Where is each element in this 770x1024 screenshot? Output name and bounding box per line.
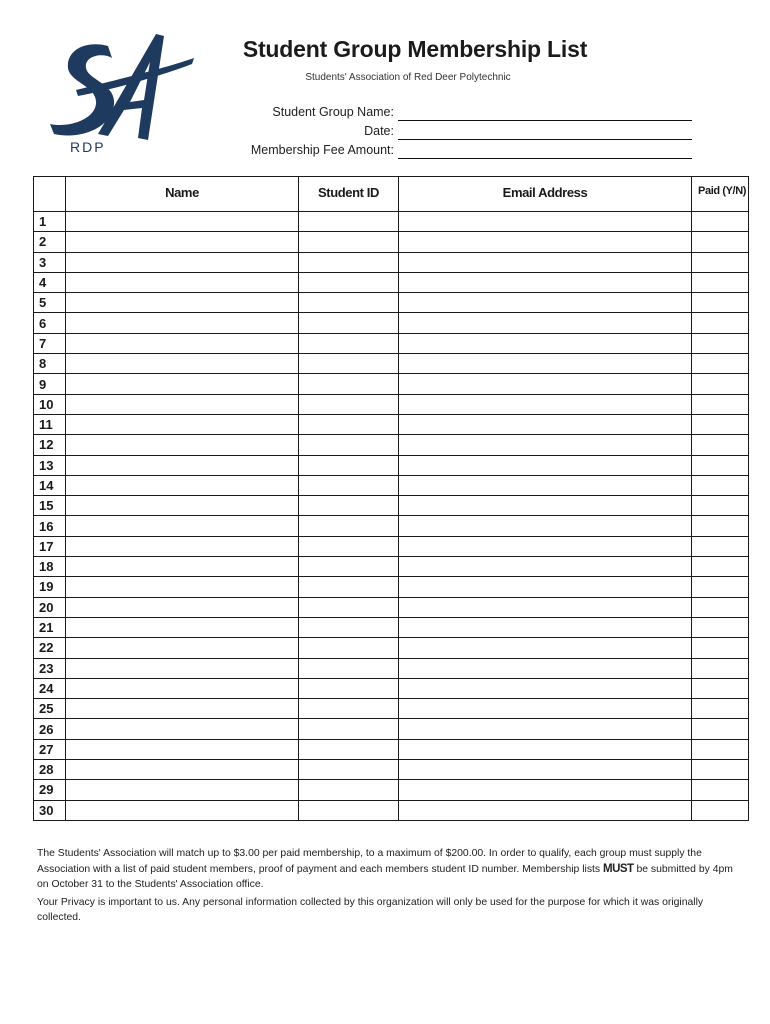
name-cell[interactable] (66, 638, 299, 658)
student-id-cell[interactable] (299, 699, 399, 719)
paid-cell[interactable] (692, 354, 749, 374)
row-number: 15 (34, 496, 66, 516)
row-number: 20 (34, 597, 66, 617)
student-id-cell[interactable] (299, 212, 399, 232)
row-number: 13 (34, 455, 66, 475)
fee-amount-line[interactable] (398, 158, 692, 159)
row-number: 17 (34, 536, 66, 556)
column-header-name: Name (66, 177, 299, 212)
paid-cell[interactable] (692, 577, 749, 597)
student-id-cell[interactable] (299, 455, 399, 475)
student-id-cell[interactable] (299, 313, 399, 333)
student-id-cell[interactable] (299, 354, 399, 374)
row-number: 21 (34, 617, 66, 637)
student-id-cell[interactable] (299, 414, 399, 434)
table-row (34, 414, 749, 434)
student-id-cell[interactable] (299, 617, 399, 637)
table-row (34, 455, 749, 475)
email-cell[interactable] (399, 252, 692, 272)
row-number: 6 (34, 313, 66, 333)
name-cell[interactable] (66, 252, 299, 272)
name-cell[interactable] (66, 496, 299, 516)
email-cell[interactable] (399, 577, 692, 597)
row-number: 3 (34, 252, 66, 272)
name-cell[interactable] (66, 536, 299, 556)
paid-cell[interactable] (692, 272, 749, 292)
student-id-cell[interactable] (299, 496, 399, 516)
group-name-field (0, 105, 770, 125)
email-cell[interactable] (399, 313, 692, 333)
name-cell[interactable] (66, 354, 299, 374)
table-row (34, 232, 749, 252)
table-row (34, 557, 749, 577)
paid-cell[interactable] (692, 719, 749, 739)
student-id-cell[interactable] (299, 719, 399, 739)
paid-cell[interactable] (692, 780, 749, 800)
paid-cell[interactable] (692, 414, 749, 434)
email-cell[interactable] (399, 780, 692, 800)
paid-cell[interactable] (692, 212, 749, 232)
email-cell[interactable] (399, 293, 692, 313)
table-row (34, 719, 749, 739)
table-row (34, 597, 749, 617)
group-name-label: Student Group Name: (272, 105, 394, 119)
student-id-cell[interactable] (299, 293, 399, 313)
paid-cell[interactable] (692, 658, 749, 678)
student-id-cell[interactable] (299, 252, 399, 272)
email-cell[interactable] (399, 516, 692, 536)
notes-section (37, 846, 743, 928)
table-row (34, 780, 749, 800)
row-number: 2 (34, 232, 66, 252)
name-cell[interactable] (66, 577, 299, 597)
email-cell[interactable] (399, 394, 692, 414)
email-cell[interactable] (399, 597, 692, 617)
name-cell[interactable] (66, 516, 299, 536)
row-number: 12 (34, 435, 66, 455)
name-cell[interactable] (66, 617, 299, 637)
privacy-note: Your Privacy is important to us. Any personal information collected by this organization will only be used for the purpose for which it was originally collected. (37, 896, 704, 923)
row-number: 27 (34, 739, 66, 759)
table-row (34, 658, 749, 678)
row-number: 7 (34, 333, 66, 353)
table-row (34, 496, 749, 516)
paid-cell[interactable] (692, 536, 749, 556)
paid-cell[interactable] (692, 252, 749, 272)
paid-cell[interactable] (692, 293, 749, 313)
row-number: 4 (34, 272, 66, 292)
paid-cell[interactable] (692, 800, 749, 820)
must-emphasis: MUST (602, 862, 634, 875)
name-cell[interactable] (66, 414, 299, 434)
table-row (34, 699, 749, 719)
table-row (34, 577, 749, 597)
email-cell[interactable] (399, 739, 692, 759)
name-cell[interactable] (66, 557, 299, 577)
email-cell[interactable] (399, 760, 692, 780)
paid-cell[interactable] (692, 739, 749, 759)
table-row (34, 638, 749, 658)
name-cell[interactable] (66, 435, 299, 455)
paid-cell[interactable] (692, 760, 749, 780)
name-cell[interactable] (66, 293, 299, 313)
paid-cell[interactable] (692, 333, 749, 353)
matching-note (37, 846, 743, 893)
row-number: 8 (34, 354, 66, 374)
table-row (34, 333, 749, 353)
student-id-cell[interactable] (299, 374, 399, 394)
student-id-cell[interactable] (299, 333, 399, 353)
name-cell[interactable] (66, 760, 299, 780)
name-cell[interactable] (66, 699, 299, 719)
name-cell[interactable] (66, 678, 299, 698)
column-header-paid: Paid (Y/N) (692, 177, 749, 212)
email-cell[interactable] (399, 374, 692, 394)
email-cell[interactable] (399, 272, 692, 292)
paid-cell[interactable] (692, 475, 749, 495)
email-cell[interactable] (399, 699, 692, 719)
table-row (34, 354, 749, 374)
paid-cell[interactable] (692, 394, 749, 414)
paid-cell[interactable] (692, 435, 749, 455)
email-cell[interactable] (399, 455, 692, 475)
student-id-cell[interactable] (299, 760, 399, 780)
email-cell[interactable] (399, 232, 692, 252)
membership-table (33, 176, 749, 821)
paid-cell[interactable] (692, 496, 749, 516)
student-id-cell[interactable] (299, 232, 399, 252)
table-row (34, 760, 749, 780)
table-row (34, 678, 749, 698)
fee-amount-label: Membership Fee Amount: (250, 143, 394, 157)
paid-cell[interactable] (692, 557, 749, 577)
name-cell[interactable] (66, 739, 299, 759)
paid-cell[interactable] (692, 516, 749, 536)
name-cell[interactable] (66, 232, 299, 252)
table-row (34, 617, 749, 637)
table-row (34, 293, 749, 313)
paid-cell[interactable] (692, 638, 749, 658)
student-id-cell[interactable] (299, 800, 399, 820)
email-cell[interactable] (399, 638, 692, 658)
name-cell[interactable] (66, 800, 299, 820)
paid-cell[interactable] (692, 232, 749, 252)
row-number: 19 (34, 577, 66, 597)
name-cell[interactable] (66, 313, 299, 333)
student-id-cell[interactable] (299, 394, 399, 414)
row-number: 25 (34, 699, 66, 719)
date-line[interactable] (398, 139, 692, 140)
row-number: 24 (34, 678, 66, 698)
student-id-cell[interactable] (299, 435, 399, 455)
row-number: 16 (34, 516, 66, 536)
email-cell[interactable] (399, 496, 692, 516)
row-number: 22 (34, 638, 66, 658)
logo-rdp-text: RDP (70, 139, 106, 155)
table-row (34, 536, 749, 556)
table-row (34, 313, 749, 333)
table-row (34, 212, 749, 232)
row-number: 14 (34, 475, 66, 495)
table-row (34, 739, 749, 759)
column-header-email: Email Address (399, 177, 692, 212)
student-id-cell[interactable] (299, 536, 399, 556)
email-cell[interactable] (399, 719, 692, 739)
column-header-student-id: Student ID (299, 177, 399, 212)
table-header-row (34, 177, 749, 212)
table-row (34, 394, 749, 414)
row-number: 9 (34, 374, 66, 394)
student-id-cell[interactable] (299, 739, 399, 759)
page-title: Student Group Membership List (242, 36, 588, 62)
table-body (34, 212, 749, 821)
paid-cell[interactable] (692, 597, 749, 617)
paid-cell[interactable] (692, 617, 749, 637)
paid-cell[interactable] (692, 699, 749, 719)
table-row (34, 516, 749, 536)
column-header-number (34, 177, 66, 212)
name-cell[interactable] (66, 719, 299, 739)
email-cell[interactable] (399, 435, 692, 455)
name-cell[interactable] (66, 394, 299, 414)
email-cell[interactable] (399, 557, 692, 577)
student-id-cell[interactable] (299, 658, 399, 678)
name-cell[interactable] (66, 333, 299, 353)
student-id-cell[interactable] (299, 272, 399, 292)
table-row (34, 272, 749, 292)
row-number: 11 (34, 414, 66, 434)
student-id-cell[interactable] (299, 597, 399, 617)
email-cell[interactable] (399, 354, 692, 374)
email-cell[interactable] (399, 212, 692, 232)
paid-cell[interactable] (692, 374, 749, 394)
email-cell[interactable] (399, 678, 692, 698)
row-number: 30 (34, 800, 66, 820)
row-number: 28 (34, 760, 66, 780)
name-cell[interactable] (66, 272, 299, 292)
paid-cell[interactable] (692, 313, 749, 333)
table-row (34, 374, 749, 394)
name-cell[interactable] (66, 780, 299, 800)
name-cell[interactable] (66, 212, 299, 232)
email-cell[interactable] (399, 800, 692, 820)
student-id-cell[interactable] (299, 557, 399, 577)
student-id-cell[interactable] (299, 475, 399, 495)
matching-note-text: The Students' Association will match up to $3.00 per paid membership, to a maximum of $200.00. In order to qualify, each group must supply the Association with a list of paid student members, proof of payment and each members student ID number. Membership lists (37, 848, 702, 875)
name-cell[interactable] (66, 658, 299, 678)
student-id-cell[interactable] (299, 678, 399, 698)
row-number: 5 (34, 293, 66, 313)
paid-cell[interactable] (692, 678, 749, 698)
student-id-cell[interactable] (299, 577, 399, 597)
row-number: 29 (34, 780, 66, 800)
date-field (0, 124, 770, 144)
name-cell[interactable] (66, 455, 299, 475)
name-cell[interactable] (66, 374, 299, 394)
name-cell[interactable] (66, 597, 299, 617)
page-subtitle: Students' Association of Red Deer Polytechnic (305, 72, 511, 83)
row-number: 23 (34, 658, 66, 678)
email-cell[interactable] (399, 333, 692, 353)
row-number: 26 (34, 719, 66, 739)
row-number: 18 (34, 557, 66, 577)
email-cell[interactable] (399, 617, 692, 637)
name-cell[interactable] (66, 475, 299, 495)
matching-note-deadline: be submitted by 4pm on October 31 to the Students' Association office. (37, 863, 733, 890)
table-row (34, 800, 749, 820)
email-cell[interactable] (399, 475, 692, 495)
email-cell[interactable] (399, 658, 692, 678)
email-cell[interactable] (399, 414, 692, 434)
table-row (34, 475, 749, 495)
email-cell[interactable] (399, 536, 692, 556)
row-number: 10 (34, 394, 66, 414)
date-label: Date: (364, 124, 394, 138)
student-id-cell[interactable] (299, 516, 399, 536)
student-id-cell[interactable] (299, 638, 399, 658)
student-id-cell[interactable] (299, 780, 399, 800)
fee-amount-field (0, 143, 770, 163)
group-name-line[interactable] (398, 120, 692, 121)
table-row (34, 252, 749, 272)
table-row (34, 435, 749, 455)
row-number: 1 (34, 212, 66, 232)
paid-cell[interactable] (692, 455, 749, 475)
